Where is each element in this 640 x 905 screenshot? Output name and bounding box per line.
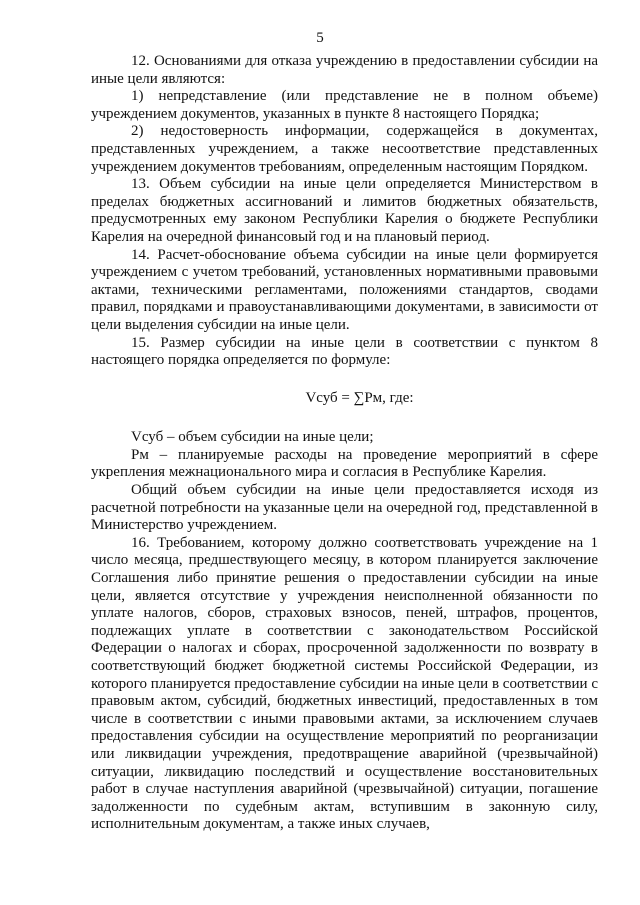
subsidy-formula: Vсуб = ∑Рм, где: — [305, 389, 414, 406]
definition-vsub: Vсуб – объем субсидии на иные цели; — [131, 429, 374, 446]
paragraph-16: 16. Требованием, которому должно соответствовать учреждение на 1 число месяца, предшествующего месяцу, в котором планируется заключение Соглашения либо принятие решения о предоставлении субсидии на иные цели, является отсутствие у учреждения неисполненной обязанности по уплате налогов, сборов, страховых взносов, пеней, штрафов, процентов, подлежащих уплате в соответствии с законодательством Российской Федерации о налогах и сборах, просроченной задолженности по возврату в соответствующий бюджет бюджетной системы Российской Федерации, из которого планируется предоставление субсидии на иные цели в соответствии с правовым актом, субсидий, бюджетных инвестиций, предоставленных в том числе в соответствии с иными правовыми актами, за исключением случаев предоставления субсидии на осуществление мероприятий по реорганизации или ликвидации учреждения, предотвращение аварийной (чрезвычайной) ситуации, ликвидацию последствий и осуществление восстановительных работ в случае наступления аварийной (чрезвычайной) ситуации, погашение задолженности по судебным актам, вступившим в законную силу, исполнительным документам, а также иных случаев, — [91, 534, 598, 833]
paragraph-14: 14. Расчет-обоснование объема субсидии на иные цели формируется учреждением с учетом требований, установленных нормативными правовыми актами, техническими регламентами, положениями стандартов, сводами правил, порядками и правоустанавливающими документами, в зависимости от цели выделения субсидии на иные цели. — [91, 246, 598, 333]
paragraph-15: 15. Размер субсидии на иные цели в соответствии с пунктом 8 настоящего порядка определяется по формуле: — [91, 334, 598, 369]
paragraph-13: 13. Объем субсидии на иные цели определяется Министерством в пределах бюджетных ассигнований и лимитов бюджетных обязательств, предусмотренных ему законом Республики Карелия о бюджете Республики Карелия на очередной финансовый год и на плановый период. — [91, 176, 598, 245]
definition-rm: Рм – планируемые расходы на проведение мероприятий в сфере укрепления межнационального мира и согласия в Республике Карелия. — [91, 446, 598, 481]
page-number: 5 — [316, 30, 324, 46]
paragraph-12-item-2: 2) недостоверность информации, содержащейся в документах, представленных учреждением, а также несоответствие представленных учреждением документов требованиям, определенным настоящим Порядком. — [91, 123, 598, 175]
paragraph-12-item-1: 1) непредставление (или представление не в полном объеме) учреждением документов, указанных в пункте 8 настоящего Порядка; — [91, 88, 598, 122]
paragraph-total-volume: Общий объем субсидии на иные цели предоставляется исходя из расчетной потребности на указанные цели на очередной год, представленной в Министерство учреждением. — [91, 482, 598, 534]
document-body — [91, 53, 598, 834]
paragraph-12: 12. Основаниями для отказа учреждению в предоставлении субсидии на иные цели являются: — [91, 53, 598, 87]
